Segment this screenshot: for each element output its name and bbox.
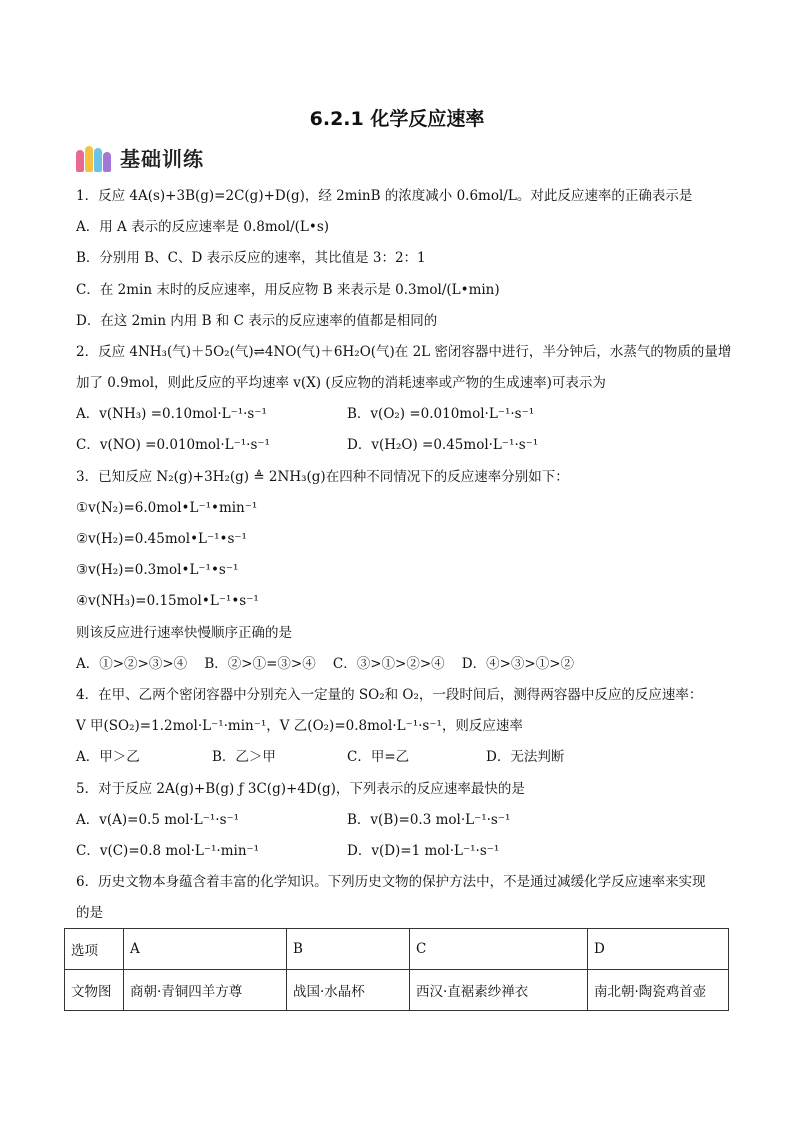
table-header-row [65,929,729,970]
table-cell: 选项 [65,929,124,970]
table-cell: 战国·水晶杯 [287,970,410,1011]
q3-rate-1: ①v(N₂)=6.0mol•L⁻¹•min⁻¹ [76,500,258,516]
crayon-blue [94,148,102,172]
artifact-table [64,928,729,1011]
q2-option-c: C．v(NO) =0.010mol·L⁻¹·s⁻¹ [76,437,270,453]
q5-option-b: B．v(B)=0.3 mol·L⁻¹·s⁻¹ [347,812,511,828]
q6-stem-line2: 的是 [76,905,103,921]
page-title: 6.2.1 化学反应速率 [309,108,485,130]
table-cell: A [124,929,287,970]
table-cell: B [287,929,410,970]
q2-options-row1 [76,406,716,422]
q5-option-a: A．v(A)=0.5 mol·L⁻¹·s⁻¹ [76,812,240,828]
table-cell: 文物图 [65,970,124,1011]
q4-option-a: A．甲＞乙 [76,749,140,765]
q1-option-d: D．在这 2min 内用 B 和 C 表示的反应速率的值都是相同的 [76,313,438,329]
section-header [76,141,204,173]
q3-rate-3: ③v(H₂)=0.3mol•L⁻¹•s⁻¹ [76,562,239,578]
q1-option-a: A．用 A 表示的反应速率是 0.8mol/(L•s) [76,219,330,235]
q5-option-c: C．v(C)=0.8 mol·L⁻¹·min⁻¹ [76,843,260,859]
q3-stem: 3．已知反应 N₂(g)+3H₂(g) ≜ 2NH₃(g)在四种不同情况下的反应速率分别如下： [76,469,569,485]
q2-option-a: A．v(NH₃) =0.10mol·L⁻¹·s⁻¹ [76,406,267,422]
q5-options-row1 [76,812,716,828]
table-cell: D [588,929,729,970]
q2-option-d: D．v(H₂O) =0.45mol·L⁻¹·s⁻¹ [347,437,539,453]
q4-option-d: D．无法判断 [486,749,565,765]
section-label: 基础训练 [120,146,204,171]
q2-stem-line1: 2．反应 4NH₃(气)＋5O₂(气)⇌4NO(气)＋6H₂O(气)在 2L 密闭容器中进行，半分钟后，水蒸气的物质的量增 [76,344,732,360]
q6-stem-line1: 6．历史文物本身蕴含着丰富的化学知识。下列历史文物的保护方法中，不是通过减缓化学反应速率来实现 [76,874,706,890]
q4-option-c: C．甲=乙 [347,749,410,765]
q3-rate-2: ②v(H₂)=0.45mol•L⁻¹•s⁻¹ [76,531,247,547]
q3-question: 则该反应进行速率快慢顺序正确的是 [76,625,292,641]
q1-option-c: C．在 2min 末时的反应速率，用反应物 B 来表示是 0.3mol/(L•min) [76,282,500,298]
q4-option-b: B．乙＞甲 [212,749,276,765]
q4-rates: V 甲(SO₂)=1.2mol·L⁻¹·min⁻¹，V 乙(O₂)=0.8mol·L⁻¹·s⁻¹，则反应速率 [76,718,523,734]
q5-stem: 5．对于反应 2A(g)+B(g) ƒ 3C(g)+4D(g)，下列表示的反应速率最快的是 [76,781,525,797]
q4-stem: 4．在甲、乙两个密闭容器中分别充入一定量的 SO₂和 O₂，一段时间后，测得两容器中反应的反应速率： [76,687,703,703]
crayon-purple [103,152,111,172]
q2-option-b: B．v(O₂) =0.010mol·L⁻¹·s⁻¹ [347,406,535,422]
q5-options-row2 [76,843,716,859]
table-cell: 南北朝·陶瓷鸡首壶 [588,970,729,1011]
table-cell: C [410,929,588,970]
q2-stem-line2: 加了 0.9mol，则此反应的平均速率 v(X) (反应物的消耗速率或产物的生成速率)可表示为 [76,375,606,391]
q5-option-d: D．v(D)=1 mol·L⁻¹·s⁻¹ [347,843,500,859]
table-cell: 商朝·青铜四羊方尊 [124,970,287,1011]
colorful-crayons-icon [76,142,114,172]
crayon-yellow [85,146,93,172]
table-row [65,970,729,1011]
q3-rate-4: ④v(NH₃)=0.15mol•L⁻¹•s⁻¹ [76,593,259,609]
q1-stem: 1．反应 4A(s)+3B(g)=2C(g)+D(g)，经 2minB 的浓度减小 0.6mol/L。对此反应速率的正确表示是 [76,188,693,204]
q2-options-row2 [76,437,716,453]
crayon-pink [76,150,84,172]
q4-options [76,749,716,765]
table-cell: 西汉·直裾素纱禅衣 [410,970,588,1011]
q1-option-b: B．分别用 B、C、D 表示反应的速率，其比值是 3：2：1 [76,250,426,266]
q3-options: A．①>②>③>④ B．②>①=③>④ C．③>①>②>④ D．④>③>①>② [76,656,575,672]
